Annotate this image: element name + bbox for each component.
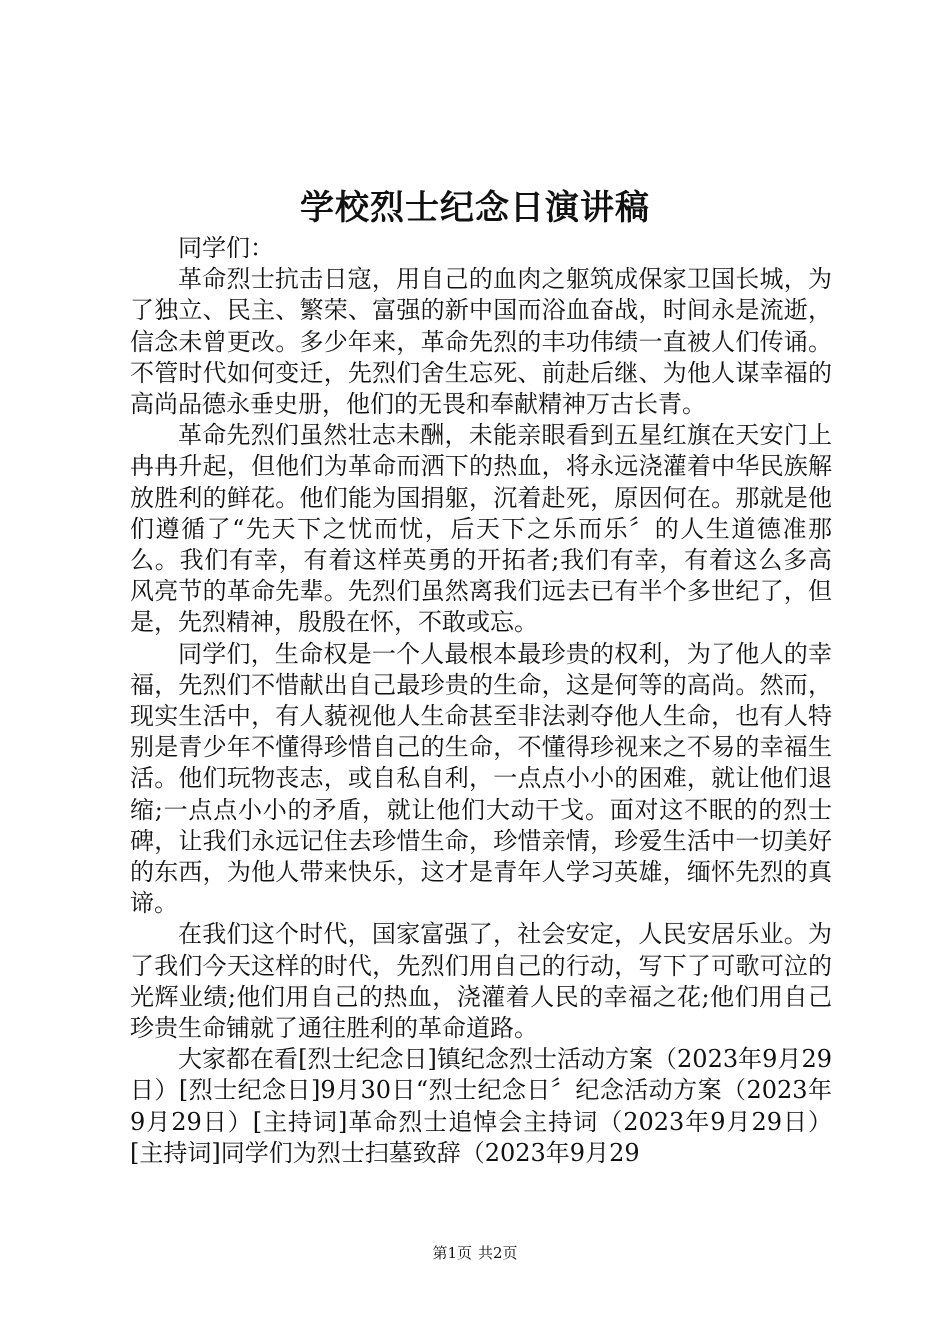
related-articles-paragraph: 大家都在看[烈士纪念日]镇纪念烈士活动方案（2023年9月29日）[烈士纪念日]9月30日“烈士纪念日〞纪念活动方案（2023年9月29日）[主持词]革命烈士追悼会主持词（2023年9月29日）[主持词]同学们为烈士扫墓致辞（2023年9月29 <box>130 1045 832 1167</box>
paragraph: 在我们这个时代，国家富强了，社会安定，人民安居乐业。为了我们今天这样的时代，先烈们用自己的行动，写下了可歌可泣的光辉业绩;他们用自己的热血，浇灌着人民的幸福之花;他们用自己珍贵生命铺就了通往胜利的革命道路。 <box>130 920 832 1043</box>
paragraph: 革命先烈们虽然壮志未酬，未能亲眼看到五星红旗在天安门上冉冉升起，但他们为革命而洒下的热血，将永远浇灌着中华民族解放胜利的鲜花。他们能为国捐躯，沉着赴死，原因何在。那就是他们遵循了“先天下之忧而忧，后天下之乐而乐〞的人生道德准那么。我们有幸，有着这样英勇的开拓者;我们有幸，有着这么多高风亮节的革命先辈。先烈们虽然离我们远去已有半个多世纪了，但是，先烈精神，殷殷在怀，不敢或忘。 <box>130 421 832 637</box>
page-footer <box>0 1243 950 1263</box>
page-number: 第1页 <box>432 1244 472 1262</box>
document-title: 学校烈士纪念日演讲稿 <box>300 188 650 228</box>
greeting: 同学们： <box>178 234 274 262</box>
page-total: 共2页 <box>478 1244 518 1262</box>
paragraph: 革命烈士抗击日寇，用自己的血肉之躯筑成保家卫国长城，为了独立、民主、繁荣、富强的新中国而浴血奋战，时间永是流逝，信念未曾更改。多少年来，革命先烈的丰功伟绩一直被人们传诵。不管时代如何变迁，先烈们舍生忘死、前赴后继、为他人谋幸福的高尚品德永垂史册，他们的无畏和奉献精神万古长青。 <box>130 265 832 419</box>
document-body <box>130 233 832 1169</box>
paragraph: 同学们，生命权是一个人最根本最珍贵的权利，为了他人的幸福，先烈们不惜献出自己最珍贵的生命，这是何等的高尚。然而，现实生活中，有人藐视他人生命甚至非法剥夺他人生命，也有人特别是青少年不懂得珍惜自己的生命，不懂得珍视来之不易的幸福生活。他们玩物丧志，或自私自利，一点点小小的困难，就让他们退缩;一点点小小的矛盾，就让他们大动干戈。面对这不眠的的烈士碑，让我们永远记住去珍惜生命，珍惜亲情，珍爱生活中一切美好的东西，为他人带来快乐，这才是青年人学习英雄，缅怀先烈的真谛。 <box>130 639 832 918</box>
